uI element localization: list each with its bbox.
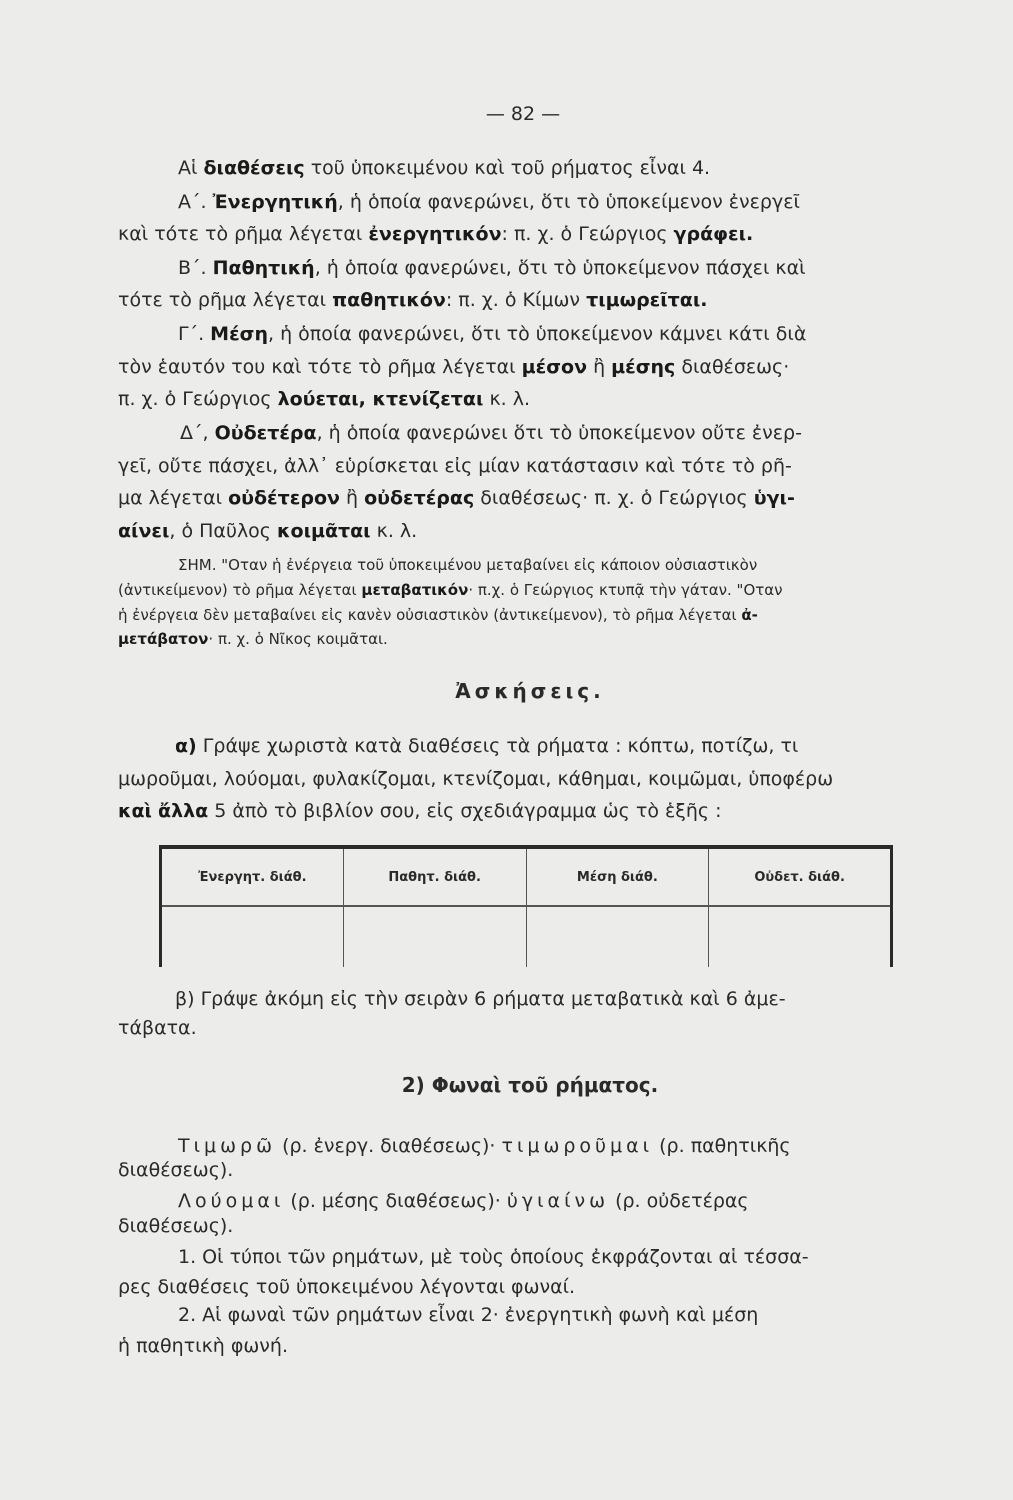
- exercise-a-line-3: καὶ ἄλλα 5 ἀπὸ τὸ βιβλίον σου, εἰς σχεδιάγραμμα ὡς τὸ ἑξῆς :: [118, 800, 722, 822]
- table-cell: [526, 906, 709, 967]
- section2-line-2: διαθέσεως).: [118, 1159, 234, 1181]
- table-row: [161, 906, 892, 967]
- p4-line-2: γεῖ, οὔτε πάσχει, ἀλλ᾽ εὑρίσκεται εἰς μίαν κατάστασιν καὶ τότε τὸ ρῆ-: [118, 455, 792, 477]
- table-header-cell: Ἐνεργητ. διάθ.: [161, 847, 344, 906]
- p1-line-1: Αἱ διαθέσεις τοῦ ὑποκειμένου καὶ τοῦ ρήματος εἶναι 4.: [178, 157, 711, 179]
- diathesis-table: [159, 845, 893, 967]
- p1-line-2: Α΄. Ἐνεργητική, ἡ ὁποία φανερώνει, ὅτι τὸ ὑποκείμενον ἐνεργεῖ: [178, 191, 800, 213]
- section2-line-3: Λούομαι (ρ. μέσης διαθέσεως)· ὑγιαίνω (ρ. οὐδετέρας: [178, 1190, 749, 1212]
- table-cell: [709, 906, 892, 967]
- table-header-row: [161, 847, 892, 906]
- section-2-heading: 2) Φωναὶ τοῦ ρήματος.: [401, 1073, 659, 1097]
- exercise-b-line-2: τάβατα.: [118, 1017, 197, 1039]
- section2-line-6: ρες διαθέσεις τοῦ ὑποκειμένου λέγονται φωναί.: [118, 1276, 576, 1298]
- p2-line-1: Β΄. Παθητική, ἡ ὁποία φανερώνει, ὅτι τὸ ὑποκείμενον πάσχει καὶ: [178, 257, 806, 279]
- section2-line-1: Τιμωρῶ (ρ. ἐνεργ. διαθέσεως)· τιμωροῦμαι (ρ. παθητικῆς: [178, 1135, 791, 1157]
- p4-line-4: αίνει, ὁ Παῦλος κοιμᾶται κ. λ.: [118, 520, 418, 542]
- exercises-heading: Ἀσκήσεις.: [455, 679, 605, 703]
- section2-line-5: 1. Οἱ τύποι τῶν ρημάτων, μὲ τοὺς ὁποίους ἐκφράζονται αἱ τέσσα-: [178, 1246, 809, 1268]
- page-number: — 82 —: [485, 103, 561, 125]
- table-header-cell: Παθητ. διάθ.: [343, 847, 526, 906]
- note-line-1: ΣΗΜ. "Οταν ἡ ἐνέργεια τοῦ ὑποκειμένου μεταβαίνει εἰς κάποιον οὐσιαστικὸν: [178, 556, 758, 574]
- p4-line-3: μα λέγεται οὐδέτερον ἢ οὐδετέρας διαθέσεως· π. χ. ὁ Γεώργιος ὑγι-: [118, 487, 795, 509]
- note-line-3: ἡ ἐνέργεια δὲν μεταβαίνει εἰς κανὲν οὐσιαστικὸν (ἀντικείμενον), τὸ ρῆμα λέγεται ἀ-: [118, 606, 758, 624]
- p1-line-3: καὶ τότε τὸ ρῆμα λέγεται ἐνεργητικόν: π. χ. ὁ Γεώργιος γράφει.: [118, 223, 754, 245]
- table-header-cell: Μέση διάθ.: [526, 847, 709, 906]
- table-cell: [161, 906, 344, 967]
- p2-line-2: τότε τὸ ρῆμα λέγεται παθητικόν: π. χ. ὁ Κίμων τιμωρεῖται.: [118, 289, 708, 311]
- p4-line-1: Δ΄, Οὐδετέρα, ἡ ὁποία φανερώνει ὅτι τὸ ὑποκείμενον οὔτε ἐνερ-: [180, 422, 802, 444]
- exercise-b-line-1: β) Γράψε ἀκόμη εἰς τὴν σειρὰν 6 ρήματα μεταβατικὰ καὶ 6 ἀμε-: [175, 988, 786, 1010]
- section2-line-4: διαθέσεως).: [118, 1215, 234, 1237]
- p3-line-2: τὸν ἑαυτόν του καὶ τότε τὸ ρῆμα λέγεται μέσον ἢ μέσης διαθέσεως·: [118, 356, 790, 378]
- exercise-a-line-2: μωροῦμαι, λούομαι, φυλακίζομαι, κτενίζομαι, κάθημαι, κοιμῶμαι, ὑποφέρω: [118, 768, 834, 790]
- table-cell: [343, 906, 526, 967]
- exercise-a-line-1: α) Γράψε χωριστὰ κατὰ διαθέσεις τὰ ρήματα : κόπτω, ποτίζω, τι: [175, 735, 799, 757]
- section2-line-8: ἡ παθητικὴ φωνή.: [118, 1335, 288, 1357]
- table-header-cell: Οὐδετ. διάθ.: [709, 847, 892, 906]
- p3-line-1: Γ΄. Μέση, ἡ ὁποία φανερώνει, ὅτι τὸ ὑποκείμενον κάμνει κάτι διὰ: [178, 323, 807, 345]
- p3-line-3: π. χ. ὁ Γεώργιος λούεται, κτενίζεται κ. λ.: [118, 388, 530, 410]
- note-line-2: (ἀντικείμενον) τὸ ρῆμα λέγεται μεταβατικόν· π.χ. ὁ Γεώργιος κτυπᾷ τὴν γάταν. "Οταν: [118, 581, 783, 599]
- section2-line-7: 2. Αἱ φωναὶ τῶν ρημάτων εἶναι 2· ἐνεργητικὴ φωνὴ καὶ μέση: [178, 1304, 759, 1326]
- note-line-4: μετάβατον· π. χ. ὁ Νῖκος κοιμᾶται.: [118, 630, 388, 648]
